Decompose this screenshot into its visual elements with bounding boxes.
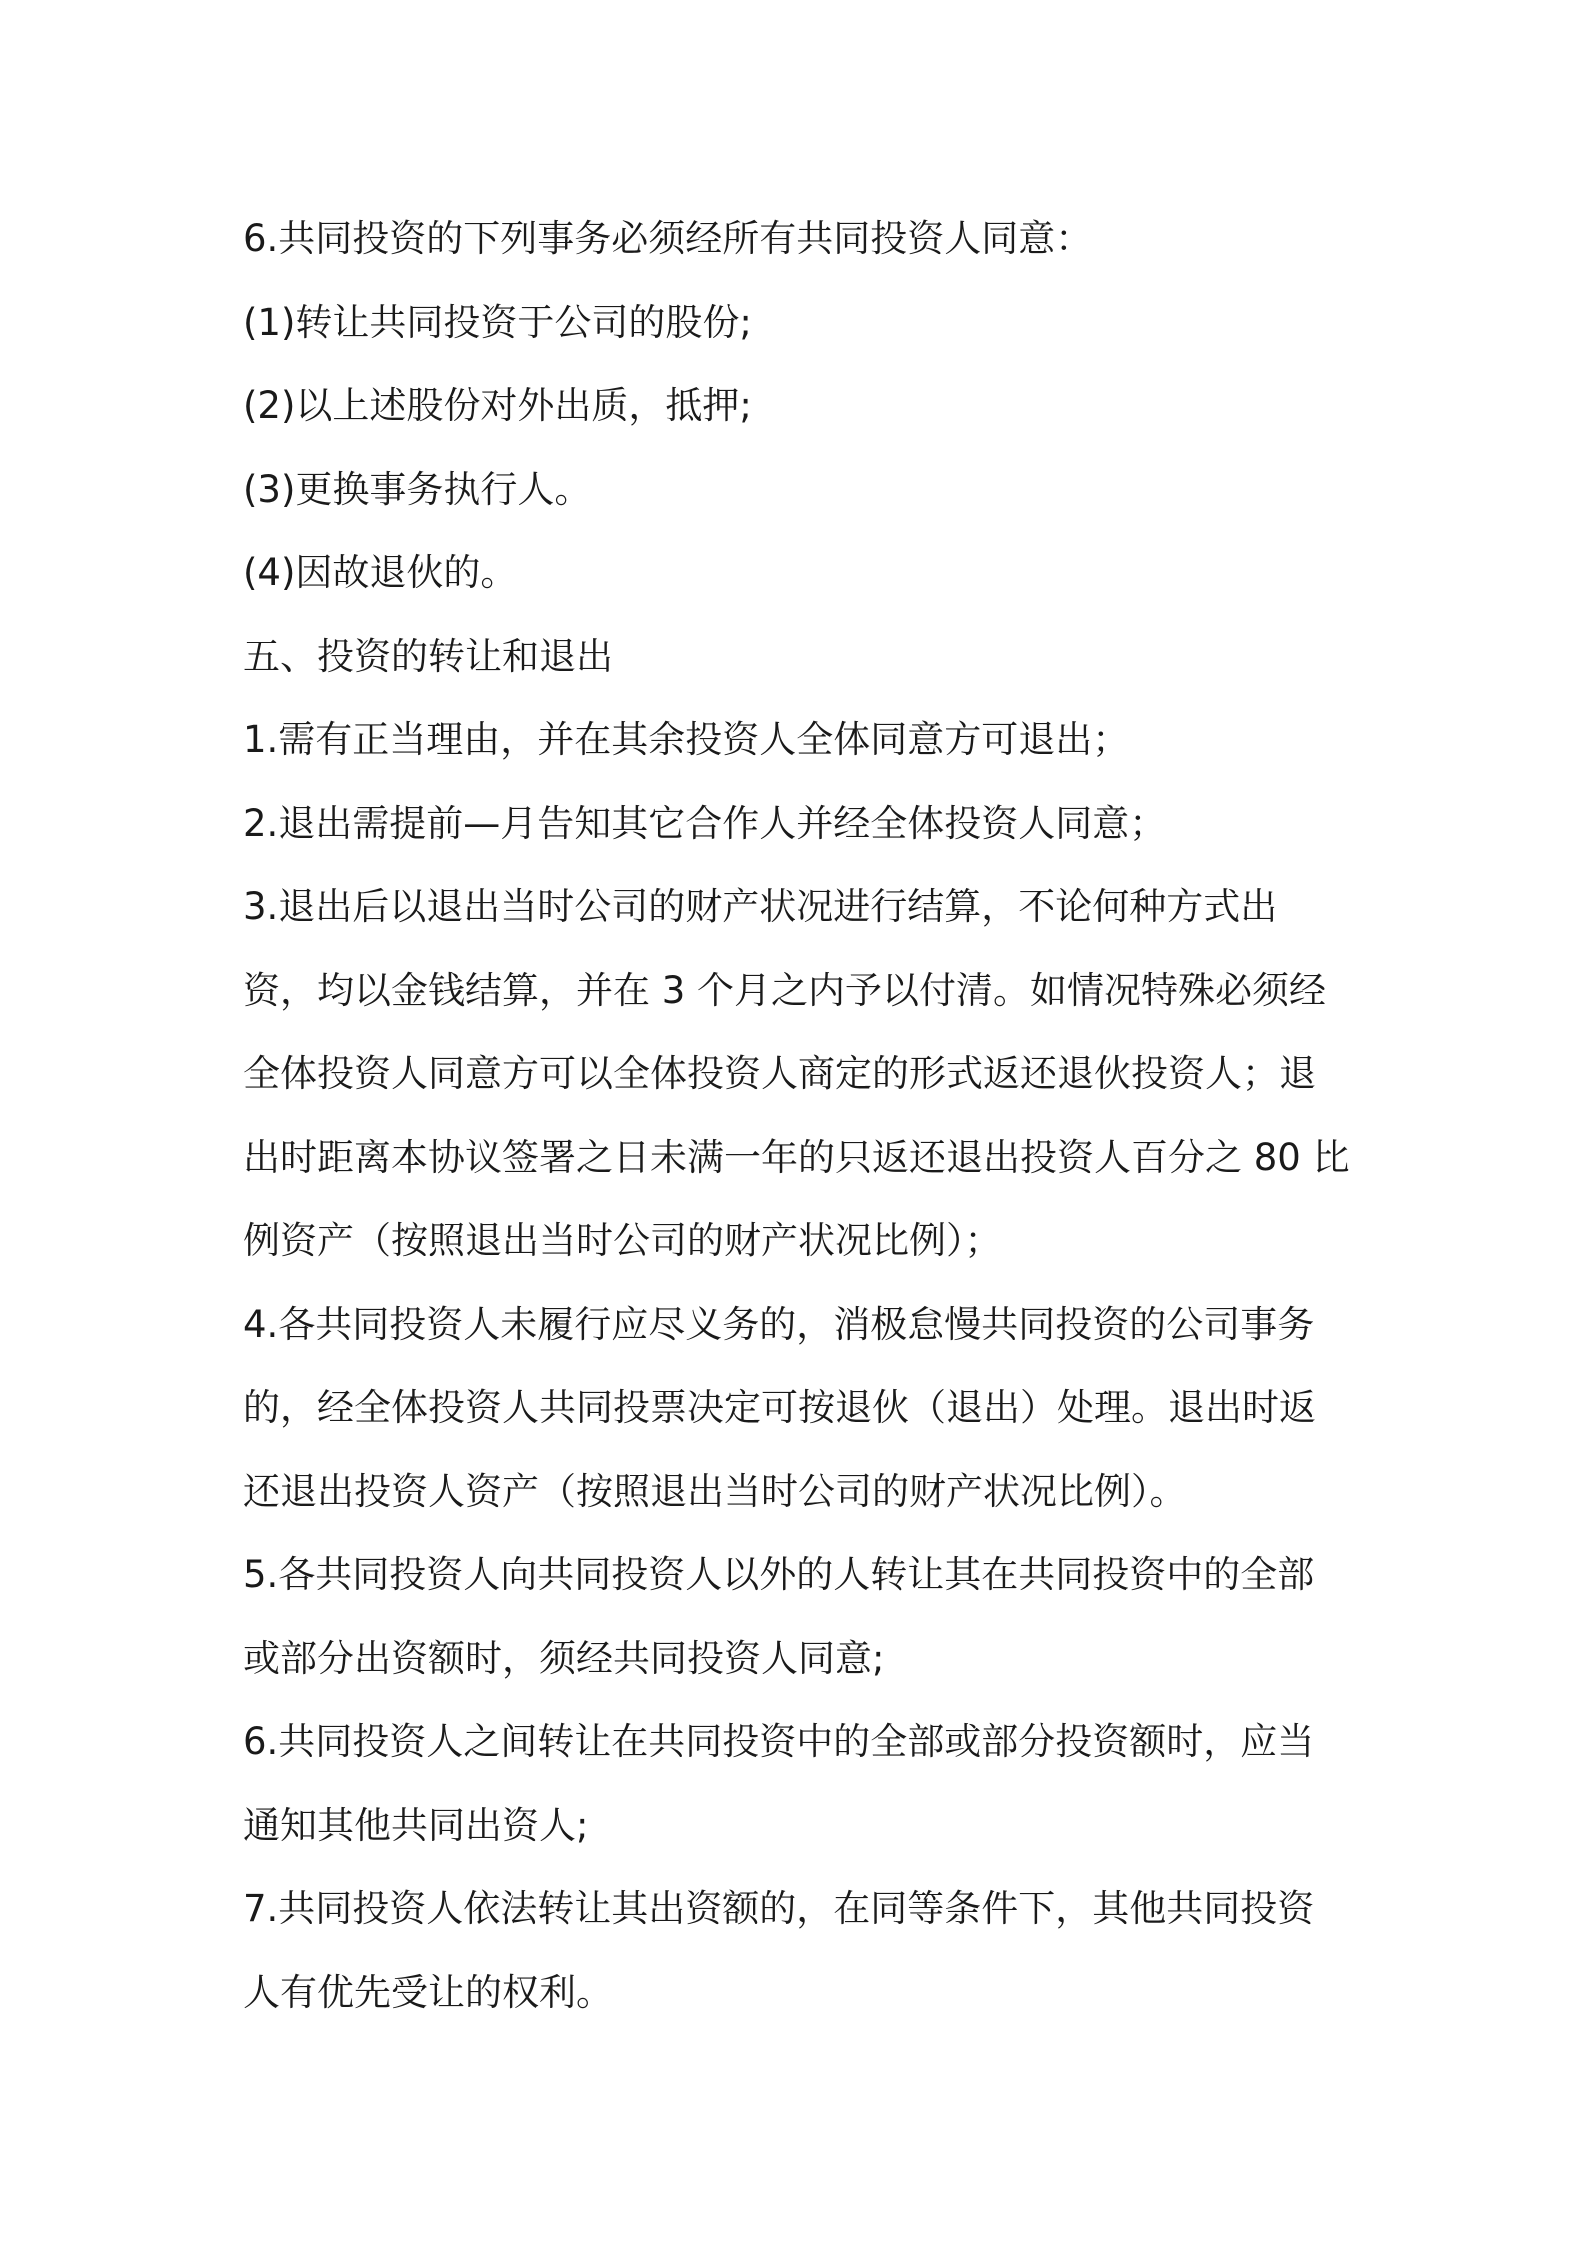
exit-clause-6-line-2: 通知其他共同出资人; bbox=[243, 1803, 589, 1847]
exit-clause-3-line-5: 例资产（按照退出当时公司的财产状况比例）； bbox=[243, 1219, 1002, 1262]
section-5-heading: 五、投资的转让和退出 bbox=[243, 634, 613, 678]
exit-clause-4-line-3: 还退出投资人资产（按照退出当时公司的财产状况比例）。 bbox=[243, 1469, 1187, 1513]
clause-6-item-1: (1)转让共同投资于公司的股份; bbox=[243, 300, 752, 344]
clause-6-item-4: (4)因故退伙的。 bbox=[243, 551, 518, 594]
exit-clause-3-line-1: 3.退出后以退出当时公司的财产状况进行结算，不论何种方式出 bbox=[243, 885, 1278, 928]
exit-clause-2: 2.退出需提前—月告知其它合作人并经全体投资人同意； bbox=[243, 801, 1167, 845]
clause-6-heading: 6.共同投资的下列事务必须经所有共同投资人同意： bbox=[243, 217, 1093, 260]
exit-clause-3-line-2: 资，均以金钱结算，并在 3 个月之内予以付清。如情况特殊必须经 bbox=[243, 968, 1327, 1012]
exit-clause-4-line-2: 的，经全体投资人共同投票决定可按退伙（退出）处理。退出时返 bbox=[243, 1386, 1316, 1429]
exit-clause-4-line-1: 4.各共同投资人未履行应尽义务的，消极怠慢共同投资的公司事务 bbox=[243, 1302, 1315, 1346]
exit-clause-7-line-2: 人有优先受让的权利。 bbox=[243, 1970, 613, 2014]
exit-clause-6-line-1: 6.共同投资人之间转让在共同投资中的全部或部分投资额时，应当 bbox=[243, 1720, 1315, 1763]
exit-clause-5-line-2: 或部分出资额时，须经共同投资人同意; bbox=[243, 1636, 885, 1680]
exit-clause-1: 1.需有正当理由，并在其余投资人全体同意方可退出； bbox=[243, 718, 1130, 761]
document-body bbox=[243, 197, 1373, 2034]
clause-6-item-2: (2)以上述股份对外出质，抵押; bbox=[243, 384, 752, 427]
exit-clause-3-line-4: 出时距离本协议签署之日未满一年的只返还退出投资人百分之 80 比 bbox=[243, 1135, 1350, 1179]
exit-clause-3-line-3: 全体投资人同意方可以全体投资人商定的形式返还退伙投资人；退 bbox=[243, 1052, 1316, 1095]
exit-clause-5-line-1: 5.各共同投资人向共同投资人以外的人转让其在共同投资中的全部 bbox=[243, 1553, 1315, 1596]
exit-clause-7-line-1: 7.共同投资人依法转让其出资额的，在同等条件下，其他共同投资 bbox=[243, 1887, 1315, 1930]
clause-6-item-3: (3)更换事务执行人。 bbox=[243, 467, 592, 511]
